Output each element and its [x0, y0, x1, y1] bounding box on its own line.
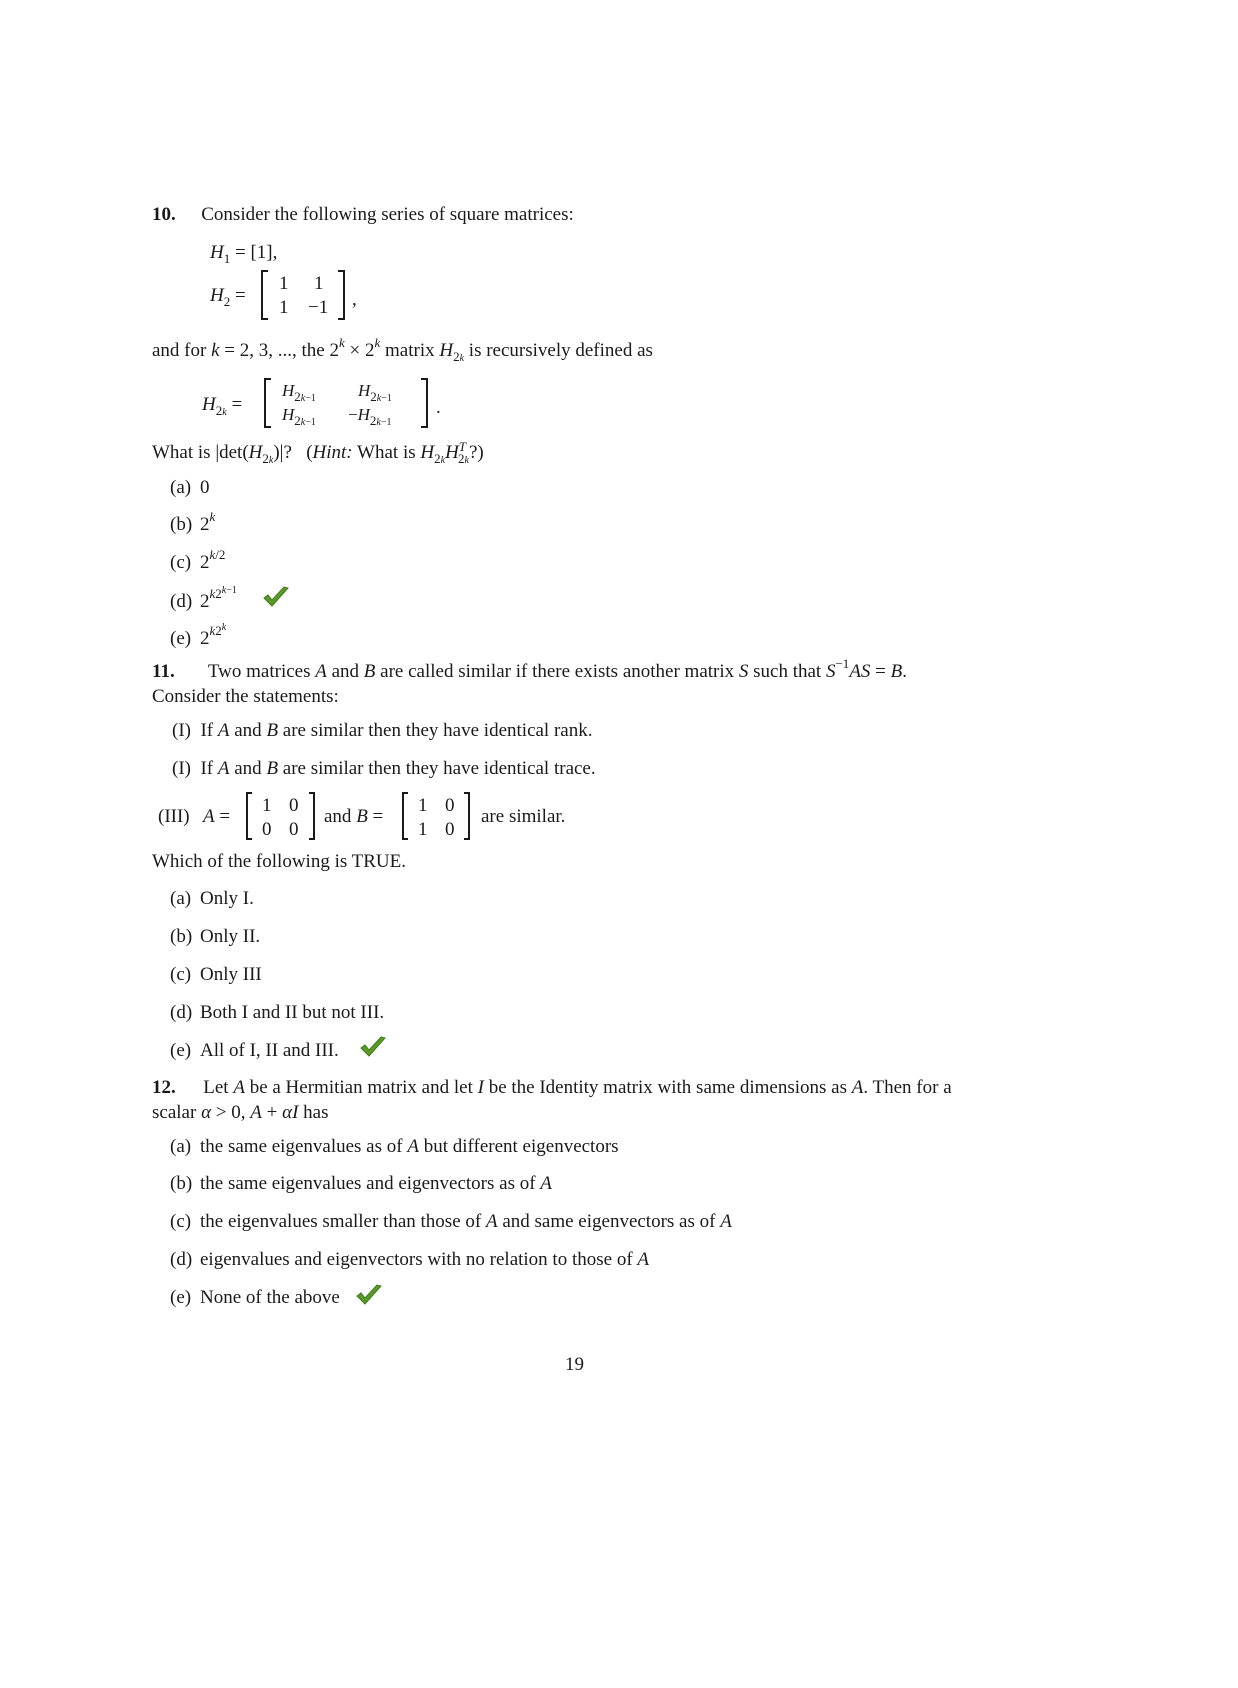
checkmark-icon	[359, 1035, 387, 1059]
matrix-cell: 1	[418, 795, 428, 816]
question-intro: Consider the following series of square matrices:	[201, 204, 574, 225]
recursive-definition-text: and for k = 2, 3, ..., the $2^k \times 2^k$ matrix $H_{2k}$ is recursively defined as	[152, 335, 653, 364]
question-12-line2: scalar α > 0, A + αI has	[152, 1102, 329, 1123]
q11-option-c[interactable]: (c) Only III	[170, 964, 262, 985]
question-10-prompt: What is $|\det(H_{2k})|$? (Hint: What is $H_{2k}H^T_{2k}$?)	[152, 439, 484, 466]
statement-1: (I) If A and B are similar then they have identical rank.	[172, 720, 593, 741]
matrix-cell: 0	[445, 819, 455, 840]
q10-option-d[interactable]: (d) $2^{k2^{k-1}}$	[170, 585, 237, 612]
matrix-cell: 1	[314, 273, 324, 294]
matrix-cell: −1	[308, 297, 329, 318]
matrix-cell: 0	[289, 795, 299, 816]
question-number: 12.	[152, 1077, 176, 1098]
q12-option-d[interactable]: (d) eigenvalues and eigenvectors with no relation to those of A	[170, 1249, 650, 1270]
h2-definition: $H_2$ =	[210, 285, 246, 309]
q11-option-a[interactable]: (a) Only I.	[170, 888, 254, 909]
q11-option-e[interactable]: (e) All of I, II and III.	[170, 1040, 339, 1061]
q11-option-d[interactable]: (d) Both I and II but not III.	[170, 1002, 385, 1023]
h1-definition: $H_1 = [1]$,	[210, 242, 278, 266]
q10-option-b[interactable]: (b) 2$^k$	[170, 509, 216, 535]
q11-option-b[interactable]: (b) Only II.	[170, 926, 261, 947]
question-number: 10.	[152, 204, 176, 225]
question-10-header	[152, 205, 574, 224]
checkmark-icon	[355, 1283, 383, 1307]
q10-option-c[interactable]: (c) $2^{k/2}$	[170, 547, 226, 573]
matrix-cell: 1	[262, 795, 272, 816]
statement-2: (I) If A and B are similar then they have identical trace.	[172, 758, 596, 779]
q12-option-c[interactable]: (c) the eigenvalues smaller than those of A and same eigenvectors as of A	[170, 1211, 732, 1232]
q10-option-e[interactable]: (e) $2^{k2^k}$	[170, 622, 227, 649]
page-number: 19	[565, 1354, 584, 1375]
matrix-cell: 1	[279, 297, 289, 318]
q10-option-a[interactable]: (a) 0	[170, 477, 210, 498]
matrix-cell: 0	[289, 819, 299, 840]
q12-option-b[interactable]: (b) the same eigenvalues and eigenvectors as of A	[170, 1173, 552, 1194]
question-12-header: 12. Let A be a Hermitian matrix and let I be the Identity matrix with same dimensions as A. Then for a	[152, 1077, 952, 1098]
matrix-cell: 0	[445, 795, 455, 816]
matrix-cell: 0	[262, 819, 272, 840]
question-11-header: 11. Two matrices A and B are called similar if there exists another matrix S such that $S^{-1}AS = B$.	[152, 656, 907, 682]
question-11-prompt: Which of the following is TRUE.	[152, 851, 407, 872]
checkmark-icon	[262, 585, 290, 609]
matrix-cell: 1	[418, 819, 428, 840]
question-11-line2: Consider the statements:	[152, 686, 339, 707]
q12-option-a[interactable]: (a) the same eigenvalues as of A but different eigenvectors	[170, 1136, 619, 1157]
q12-option-e[interactable]: (e) None of the above	[170, 1287, 340, 1308]
matrix-cell: 1	[279, 273, 289, 294]
question-number: 11.	[152, 661, 175, 682]
h2k-definition: $H_{2k}$ =	[202, 394, 243, 418]
